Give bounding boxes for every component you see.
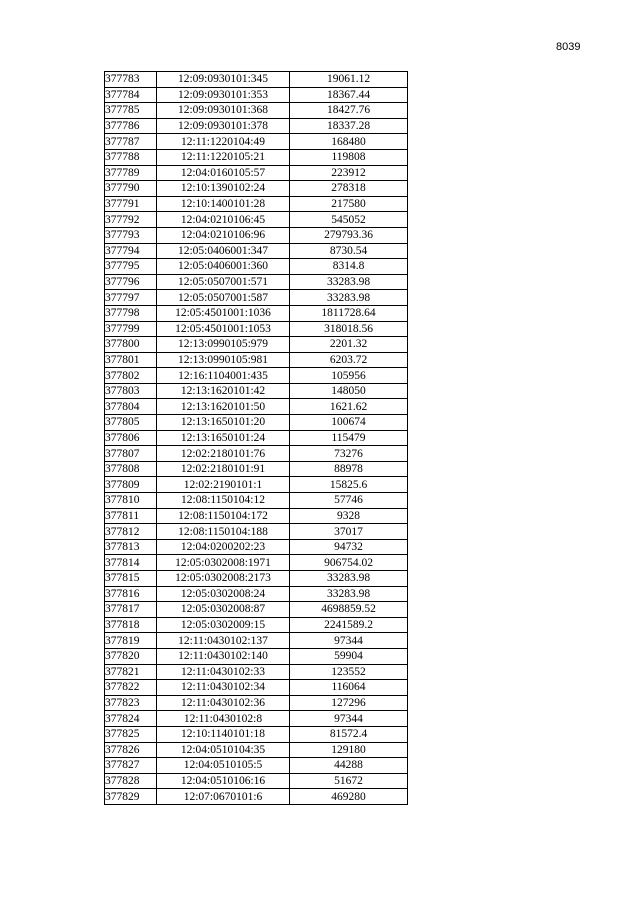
record-id-cell: 377790 bbox=[105, 181, 157, 197]
record-id-cell: 377791 bbox=[105, 196, 157, 212]
amount-cell: 100674 bbox=[290, 415, 408, 431]
amount-cell: 33283.98 bbox=[290, 274, 408, 290]
table-row bbox=[105, 259, 408, 275]
cadastral-number-cell: 12:08:1150104:172 bbox=[157, 508, 290, 524]
record-id-cell: 377814 bbox=[105, 555, 157, 571]
amount-cell: 217580 bbox=[290, 196, 408, 212]
table-row bbox=[105, 274, 408, 290]
cadastral-number-cell: 12:04:0210106:45 bbox=[157, 212, 290, 228]
record-id-cell: 377797 bbox=[105, 290, 157, 306]
amount-cell: 73276 bbox=[290, 446, 408, 462]
record-id-cell: 377828 bbox=[105, 773, 157, 789]
record-id-cell: 377794 bbox=[105, 243, 157, 259]
record-id-cell: 377824 bbox=[105, 711, 157, 727]
cadastral-number-cell: 12:09:0930101:368 bbox=[157, 103, 290, 119]
cadastral-number-cell: 12:04:0510106:16 bbox=[157, 773, 290, 789]
cadastral-number-cell: 12:08:1150104:12 bbox=[157, 493, 290, 509]
record-id-cell: 377785 bbox=[105, 103, 157, 119]
record-id-cell: 377803 bbox=[105, 383, 157, 399]
record-id-cell: 377825 bbox=[105, 726, 157, 742]
amount-cell: 148050 bbox=[290, 383, 408, 399]
table-row bbox=[105, 430, 408, 446]
record-id-cell: 377796 bbox=[105, 274, 157, 290]
cadastral-number-cell: 12:04:0200202:23 bbox=[157, 539, 290, 555]
table-row bbox=[105, 789, 408, 805]
cadastral-number-cell: 12:05:0406001:347 bbox=[157, 243, 290, 259]
amount-cell: 18427.76 bbox=[290, 103, 408, 119]
cadastral-number-cell: 12:11:0430102:34 bbox=[157, 680, 290, 696]
table-row bbox=[105, 461, 408, 477]
table-row bbox=[105, 602, 408, 618]
table-row bbox=[105, 321, 408, 337]
record-id-cell: 377795 bbox=[105, 259, 157, 275]
table-row bbox=[105, 118, 408, 134]
record-id-cell: 377812 bbox=[105, 524, 157, 540]
record-id-cell: 377826 bbox=[105, 742, 157, 758]
cadastral-number-cell: 12:05:0302009:15 bbox=[157, 617, 290, 633]
record-id-cell: 377827 bbox=[105, 758, 157, 774]
table-row bbox=[105, 742, 408, 758]
record-id-cell: 377816 bbox=[105, 586, 157, 602]
cadastral-number-cell: 12:10:1400101:28 bbox=[157, 196, 290, 212]
table-row bbox=[105, 493, 408, 509]
cadastral-number-cell: 12:11:0430102:33 bbox=[157, 664, 290, 680]
cadastral-number-cell: 12:05:0507001:571 bbox=[157, 274, 290, 290]
data-table bbox=[104, 71, 408, 805]
cadastral-number-cell: 12:05:0302008:87 bbox=[157, 602, 290, 618]
amount-cell: 2201.32 bbox=[290, 337, 408, 353]
record-id-cell: 377801 bbox=[105, 352, 157, 368]
cadastral-number-cell: 12:04:0510105:5 bbox=[157, 758, 290, 774]
amount-cell: 129180 bbox=[290, 742, 408, 758]
record-id-cell: 377802 bbox=[105, 368, 157, 384]
cadastral-number-cell: 12:10:1390102:24 bbox=[157, 181, 290, 197]
amount-cell: 278318 bbox=[290, 181, 408, 197]
cadastral-number-cell: 12:09:0930101:353 bbox=[157, 87, 290, 103]
amount-cell: 168480 bbox=[290, 134, 408, 150]
record-id-cell: 377821 bbox=[105, 664, 157, 680]
cadastral-number-cell: 12:05:0302008:24 bbox=[157, 586, 290, 602]
table-row bbox=[105, 352, 408, 368]
table-row bbox=[105, 87, 408, 103]
cadastral-number-cell: 12:13:1650101:20 bbox=[157, 415, 290, 431]
table-body bbox=[105, 72, 408, 805]
record-id-cell: 377788 bbox=[105, 149, 157, 165]
amount-cell: 44288 bbox=[290, 758, 408, 774]
amount-cell: 59904 bbox=[290, 648, 408, 664]
amount-cell: 33283.98 bbox=[290, 571, 408, 587]
amount-cell: 97344 bbox=[290, 711, 408, 727]
record-id-cell: 377787 bbox=[105, 134, 157, 150]
table-row bbox=[105, 446, 408, 462]
record-id-cell: 377784 bbox=[105, 87, 157, 103]
amount-cell: 123552 bbox=[290, 664, 408, 680]
amount-cell: 8730.54 bbox=[290, 243, 408, 259]
page-number: 8039 bbox=[556, 41, 581, 53]
cadastral-number-cell: 12:13:1620101:42 bbox=[157, 383, 290, 399]
cadastral-number-cell: 12:02:2180101:76 bbox=[157, 446, 290, 462]
cadastral-number-cell: 12:13:0990105:981 bbox=[157, 352, 290, 368]
amount-cell: 18367.44 bbox=[290, 87, 408, 103]
amount-cell: 1811728.64 bbox=[290, 305, 408, 321]
cadastral-number-cell: 12:16:1104001:435 bbox=[157, 368, 290, 384]
amount-cell: 4698859.52 bbox=[290, 602, 408, 618]
table-row bbox=[105, 758, 408, 774]
table-row bbox=[105, 680, 408, 696]
record-id-cell: 377822 bbox=[105, 680, 157, 696]
table-row bbox=[105, 648, 408, 664]
record-id-cell: 377811 bbox=[105, 508, 157, 524]
amount-cell: 57746 bbox=[290, 493, 408, 509]
table-row bbox=[105, 695, 408, 711]
amount-cell: 51672 bbox=[290, 773, 408, 789]
record-id-cell: 377810 bbox=[105, 493, 157, 509]
cadastral-number-cell: 12:04:0510104:35 bbox=[157, 742, 290, 758]
amount-cell: 469280 bbox=[290, 789, 408, 805]
record-id-cell: 377804 bbox=[105, 399, 157, 415]
table-row bbox=[105, 181, 408, 197]
amount-cell: 37017 bbox=[290, 524, 408, 540]
table-row bbox=[105, 212, 408, 228]
table-row bbox=[105, 711, 408, 727]
record-id-cell: 377808 bbox=[105, 461, 157, 477]
amount-cell: 116064 bbox=[290, 680, 408, 696]
cadastral-number-cell: 12:05:0302008:2173 bbox=[157, 571, 290, 587]
cadastral-number-cell: 12:11:1220104:49 bbox=[157, 134, 290, 150]
amount-cell: 8314.8 bbox=[290, 259, 408, 275]
record-id-cell: 377793 bbox=[105, 227, 157, 243]
amount-cell: 88978 bbox=[290, 461, 408, 477]
amount-cell: 279793.36 bbox=[290, 227, 408, 243]
record-id-cell: 377807 bbox=[105, 446, 157, 462]
amount-cell: 97344 bbox=[290, 633, 408, 649]
record-id-cell: 377783 bbox=[105, 72, 157, 88]
table-row bbox=[105, 305, 408, 321]
cadastral-number-cell: 12:11:0430102:137 bbox=[157, 633, 290, 649]
table-row bbox=[105, 539, 408, 555]
cadastral-number-cell: 12:09:0930101:345 bbox=[157, 72, 290, 88]
table-row bbox=[105, 586, 408, 602]
table-row bbox=[105, 227, 408, 243]
record-id-cell: 377809 bbox=[105, 477, 157, 493]
table-row bbox=[105, 555, 408, 571]
record-id-cell: 377799 bbox=[105, 321, 157, 337]
cadastral-number-cell: 12:05:4501001:1036 bbox=[157, 305, 290, 321]
table-row bbox=[105, 633, 408, 649]
cadastral-number-cell: 12:11:0430102:8 bbox=[157, 711, 290, 727]
record-id-cell: 377823 bbox=[105, 695, 157, 711]
cadastral-number-cell: 12:05:0302008:1971 bbox=[157, 555, 290, 571]
amount-cell: 33283.98 bbox=[290, 290, 408, 306]
record-id-cell: 377829 bbox=[105, 789, 157, 805]
record-id-cell: 377818 bbox=[105, 617, 157, 633]
table-row bbox=[105, 571, 408, 587]
table-row bbox=[105, 196, 408, 212]
table-row bbox=[105, 103, 408, 119]
record-id-cell: 377786 bbox=[105, 118, 157, 134]
table-row bbox=[105, 149, 408, 165]
table-row bbox=[105, 508, 408, 524]
table-row bbox=[105, 134, 408, 150]
cadastral-number-cell: 12:08:1150104:188 bbox=[157, 524, 290, 540]
cadastral-number-cell: 12:09:0930101:378 bbox=[157, 118, 290, 134]
amount-cell: 18337.28 bbox=[290, 118, 408, 134]
cadastral-number-cell: 12:05:0507001:587 bbox=[157, 290, 290, 306]
amount-cell: 906754.02 bbox=[290, 555, 408, 571]
cadastral-number-cell: 12:13:0990105:979 bbox=[157, 337, 290, 353]
record-id-cell: 377798 bbox=[105, 305, 157, 321]
amount-cell: 115479 bbox=[290, 430, 408, 446]
table-row bbox=[105, 165, 408, 181]
record-id-cell: 377817 bbox=[105, 602, 157, 618]
amount-cell: 81572.4 bbox=[290, 726, 408, 742]
amount-cell: 105956 bbox=[290, 368, 408, 384]
record-id-cell: 377789 bbox=[105, 165, 157, 181]
amount-cell: 33283.98 bbox=[290, 586, 408, 602]
table-row bbox=[105, 368, 408, 384]
record-id-cell: 377792 bbox=[105, 212, 157, 228]
amount-cell: 6203.72 bbox=[290, 352, 408, 368]
table-row bbox=[105, 383, 408, 399]
cadastral-number-cell: 12:13:1620101:50 bbox=[157, 399, 290, 415]
table-row bbox=[105, 477, 408, 493]
cadastral-number-cell: 12:11:0430102:140 bbox=[157, 648, 290, 664]
amount-cell: 2241589.2 bbox=[290, 617, 408, 633]
table-row bbox=[105, 243, 408, 259]
record-id-cell: 377813 bbox=[105, 539, 157, 555]
table-row bbox=[105, 726, 408, 742]
table-row bbox=[105, 72, 408, 88]
cadastral-number-cell: 12:11:0430102:36 bbox=[157, 695, 290, 711]
cadastral-number-cell: 12:04:0160105:57 bbox=[157, 165, 290, 181]
table-row bbox=[105, 664, 408, 680]
amount-cell: 94732 bbox=[290, 539, 408, 555]
amount-cell: 127296 bbox=[290, 695, 408, 711]
amount-cell: 119808 bbox=[290, 149, 408, 165]
amount-cell: 223912 bbox=[290, 165, 408, 181]
record-id-cell: 377815 bbox=[105, 571, 157, 587]
record-id-cell: 377820 bbox=[105, 648, 157, 664]
amount-cell: 318018.56 bbox=[290, 321, 408, 337]
amount-cell: 9328 bbox=[290, 508, 408, 524]
cadastral-number-cell: 12:11:1220105:21 bbox=[157, 149, 290, 165]
table-row bbox=[105, 399, 408, 415]
table-row bbox=[105, 290, 408, 306]
record-id-cell: 377819 bbox=[105, 633, 157, 649]
cadastral-number-cell: 12:05:0406001:360 bbox=[157, 259, 290, 275]
amount-cell: 545052 bbox=[290, 212, 408, 228]
table-row bbox=[105, 524, 408, 540]
table-row bbox=[105, 773, 408, 789]
amount-cell: 1621.62 bbox=[290, 399, 408, 415]
cadastral-number-cell: 12:07:0670101:6 bbox=[157, 789, 290, 805]
table-row bbox=[105, 337, 408, 353]
amount-cell: 19061.12 bbox=[290, 72, 408, 88]
cadastral-number-cell: 12:13:1650101:24 bbox=[157, 430, 290, 446]
cadastral-number-cell: 12:04:0210106:96 bbox=[157, 227, 290, 243]
record-id-cell: 377800 bbox=[105, 337, 157, 353]
record-id-cell: 377806 bbox=[105, 430, 157, 446]
cadastral-number-cell: 12:02:2180101:91 bbox=[157, 461, 290, 477]
cadastral-number-cell: 12:05:4501001:1053 bbox=[157, 321, 290, 337]
table-row bbox=[105, 617, 408, 633]
amount-cell: 15825.6 bbox=[290, 477, 408, 493]
table-row bbox=[105, 415, 408, 431]
record-id-cell: 377805 bbox=[105, 415, 157, 431]
cadastral-number-cell: 12:02:2190101:1 bbox=[157, 477, 290, 493]
cadastral-number-cell: 12:10:1140101:18 bbox=[157, 726, 290, 742]
